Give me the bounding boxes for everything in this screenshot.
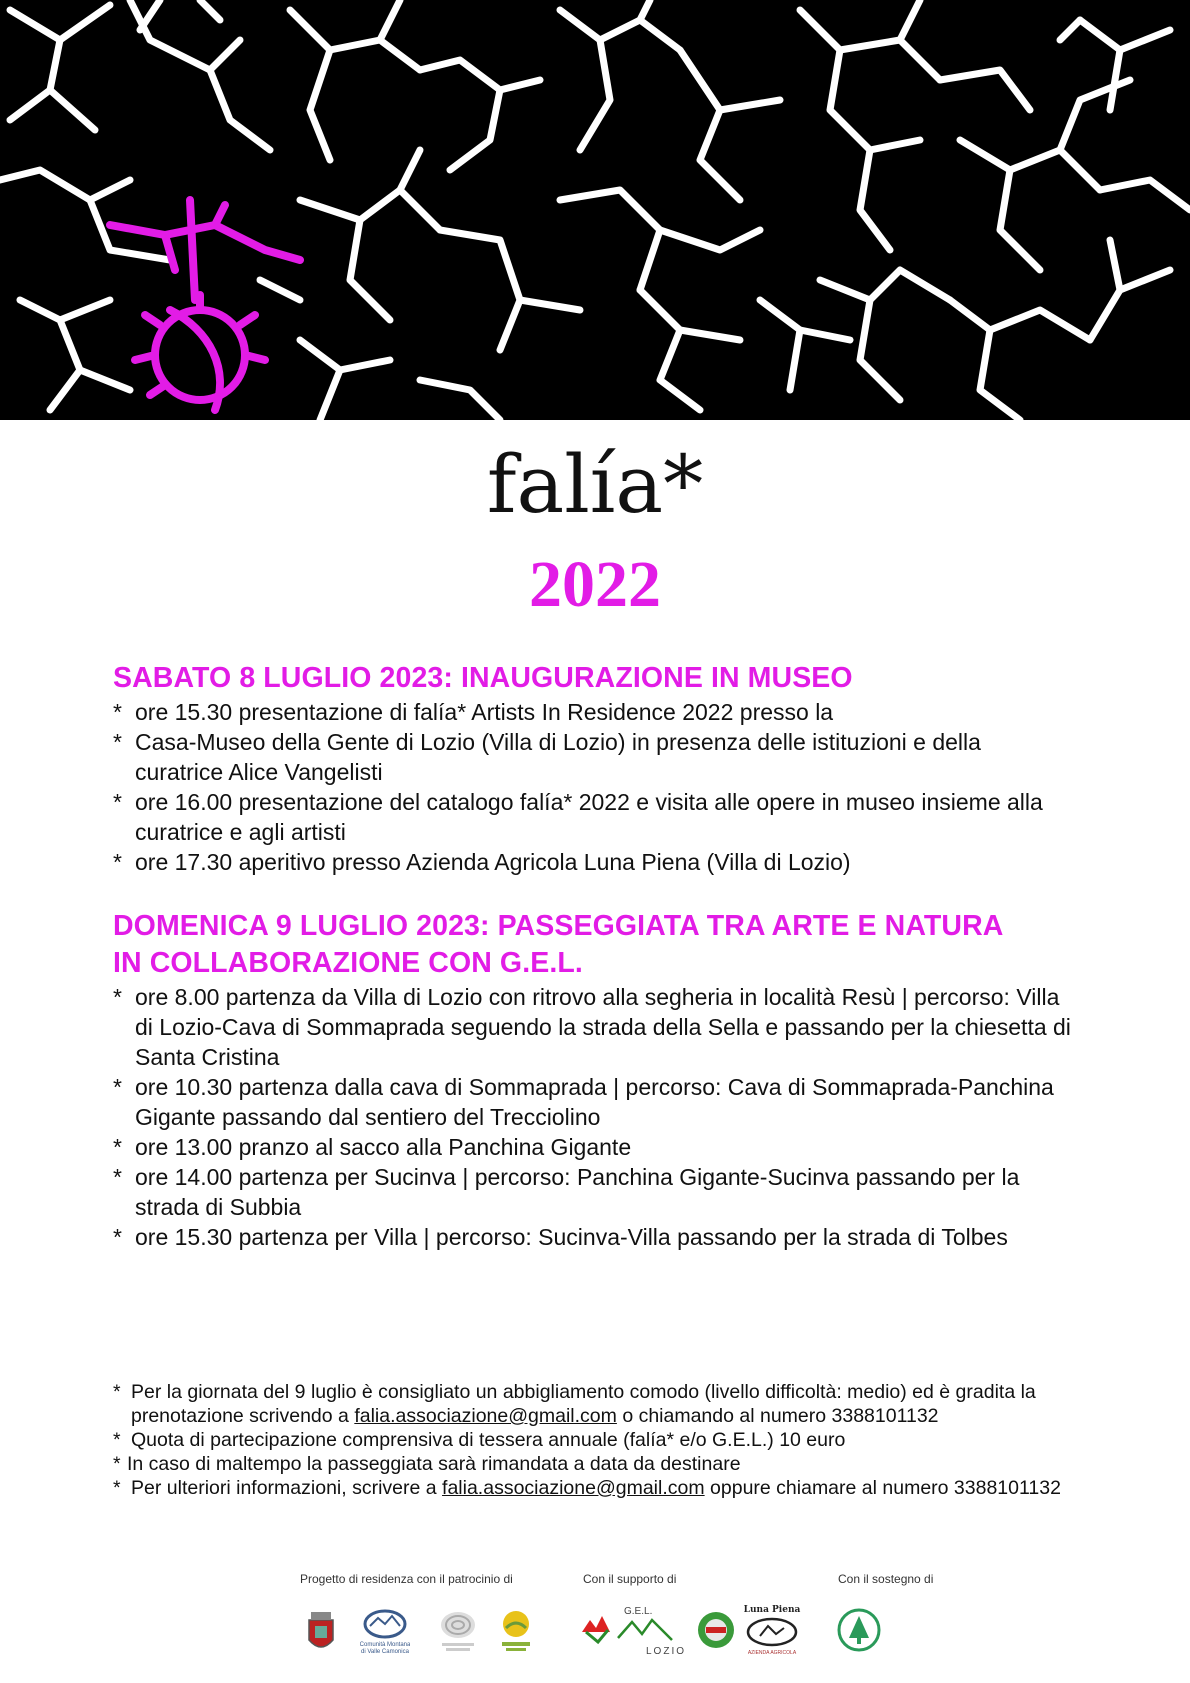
municipality-crest-icon: [305, 1610, 337, 1656]
list-item: * ore 8.00 partenza da Villa di Lozio con ritrovo alla segheria in località Resù | percorso: Villa di Lozio-Cava di Sommaprada seguendo la strada della Sella e passando per la chiesetta di Santa Cristina: [113, 984, 1071, 1070]
list-item-text: Casa-Museo della Gente di Lozio (Villa di Lozio) in presenza delle istituzioni e della curatrice Alice Vangelisti: [135, 729, 981, 785]
list-item: * ore 16.00 presentazione del catalogo falía* 2022 e visita alle opere in museo insieme alla curatrice e agli artisti: [113, 789, 1043, 845]
section-heading: DOMENICA 9 LUGLIO 2023: PASSEGGIATA TRA ARTE E NATURA IN COLLABORAZIONE CON G.E.L.: [113, 910, 1003, 979]
list-item-text: ore 16.00 presentazione del catalogo falía* 2022 e visita alle opere in museo insieme alla curatrice e agli artisti: [135, 789, 1043, 845]
schedule-list: [113, 982, 1073, 1252]
fingerprint-logo: [436, 1608, 480, 1654]
comunita-montana-logo: [360, 1608, 410, 1658]
note-text: In caso di maltempo la passeggiata sarà rimandata a data da destinare: [127, 1453, 741, 1475]
section-sunday: [113, 908, 1071, 1252]
sustain-label: Con il sostegno di: [838, 1572, 934, 1586]
valle-camonica-forest-logo: [836, 1604, 882, 1656]
year-title: 2022: [529, 548, 661, 621]
schedule-list: [113, 697, 1073, 877]
list-item-text: ore 10.30 partenza dalla cava di Sommaprada | percorso: Cava di Sommaprada-Panchina Gigante passando dal sentiero del Trecciolino: [135, 1074, 1054, 1130]
list-item-text: ore 8.00 partenza da Villa di Lozio con ritrovo alla segheria in località Resù | percorso: Villa di Lozio-Cava di Sommaprada seguendo la strada della Sella e passando per la chiesetta di Santa Cristina: [135, 984, 1071, 1070]
support-label: Con il supporto di: [583, 1572, 677, 1586]
list-item: * ore 15.30 partenza per Villa | percorso: Sucinva-Villa passando per la strada di Tolbes: [113, 1224, 1008, 1250]
email-link[interactable]: falia.associazione@gmail.com: [442, 1477, 705, 1499]
gel-lozio-logo: [580, 1602, 690, 1658]
note-fee: * Quota di partecipazione comprensiva di tessera annuale (falía* e/o G.E.L.) 10 euro: [113, 1429, 846, 1451]
patronage-label: Progetto di residenza con il patrocinio di: [300, 1572, 513, 1586]
list-item: * ore 13.00 pranzo al sacco alla Panchina Gigante: [113, 1134, 632, 1160]
luna-text: Luna Piena: [743, 1605, 801, 1615]
note-text: Per la giornata del 9 luglio è consigliato un abbigliamento comodo (livello difficoltà: medio) ed è gradita la prenotazione scrivendo a: [131, 1381, 1036, 1427]
list-item-text: ore 15.30 partenza per Villa | percorso: Sucinva-Villa passando per la strada di Tolbes: [135, 1224, 1008, 1250]
note-booking: * Per la giornata del 9 luglio è consigliato un abbigliamento comodo (livello difficoltà: medio) ed è gradita la prenotazione scrivendo a falia.associazione@gmail.com o chiamando al numero 3388101132: [113, 1381, 1036, 1427]
falia-logo-word: falía*: [486, 438, 704, 531]
cm-line2: di Valle Camonica: [361, 1649, 409, 1655]
banner-artwork: [0, 0, 1190, 420]
note-text: o chiamando al numero 3388101132: [622, 1405, 939, 1427]
list-item: * ore 17.30 aperitivo presso Azienda Agricola Luna Piena (Villa di Lozio): [113, 849, 851, 875]
email-link[interactable]: falia.associazione@gmail.com: [354, 1405, 617, 1427]
luna-sub-text: AZIENDA AGRICOLA: [747, 1650, 797, 1656]
luna-piena-logo: [742, 1602, 802, 1656]
round-green-logo: [696, 1608, 736, 1652]
list-item-text: ore 13.00 pranzo al sacco alla Panchina Gigante: [135, 1134, 632, 1160]
branching-lines-illustration: [0, 0, 1190, 420]
note-text: Per ulteriori informazioni, scrivere a: [131, 1477, 437, 1499]
list-item-text: ore 15.30 presentazione di falía* Artists In Residence 2022 presso la: [135, 699, 834, 725]
list-item-text: ore 17.30 aperitivo presso Azienda Agricola Luna Piena (Villa di Lozio): [135, 849, 851, 875]
section-saturday: [113, 660, 1073, 877]
cm-line1: Comunità Montana: [360, 1642, 410, 1648]
note-text: Quota di partecipazione comprensiva di tessera annuale (falía* e/o G.E.L.) 10 euro: [131, 1429, 846, 1451]
gel-text: G.E.L.: [624, 1606, 653, 1617]
list-item: * Casa-Museo della Gente di Lozio (Villa di Lozio) in presenza delle istituzioni e della curatrice Alice Vangelisti: [113, 729, 981, 785]
list-item: * ore 15.30 presentazione di falía* Artists In Residence 2022 presso la: [113, 699, 834, 725]
lozio-text: LOZIO: [646, 1646, 687, 1657]
note-info: * Per ulteriori informazioni, scrivere a falia.associazione@gmail.com oppure chiamare al numero 3388101132: [113, 1477, 1061, 1499]
section-heading: SABATO 8 LUGLIO 2023: INAUGURAZIONE IN MUSEO: [113, 662, 853, 694]
note-weather: * In caso di maltempo la passeggiata sarà rimandata a data da destinare: [113, 1453, 741, 1475]
note-text: oppure chiamare al numero 3388101132: [710, 1477, 1061, 1499]
sun-logo: [496, 1606, 536, 1656]
list-item: * ore 10.30 partenza dalla cava di Sommaprada | percorso: Cava di Sommaprada-Panchina Gigante passando dal sentiero del Trecciolino: [113, 1074, 1054, 1130]
list-item: * ore 14.00 partenza per Sucinva | percorso: Panchina Gigante-Sucinva passando per la strada di Subbia: [113, 1164, 1020, 1220]
notes: [113, 1380, 1083, 1500]
list-item-text: ore 14.00 partenza per Sucinva | percorso: Panchina Gigante-Sucinva passando per la strada di Subbia: [135, 1164, 1020, 1220]
